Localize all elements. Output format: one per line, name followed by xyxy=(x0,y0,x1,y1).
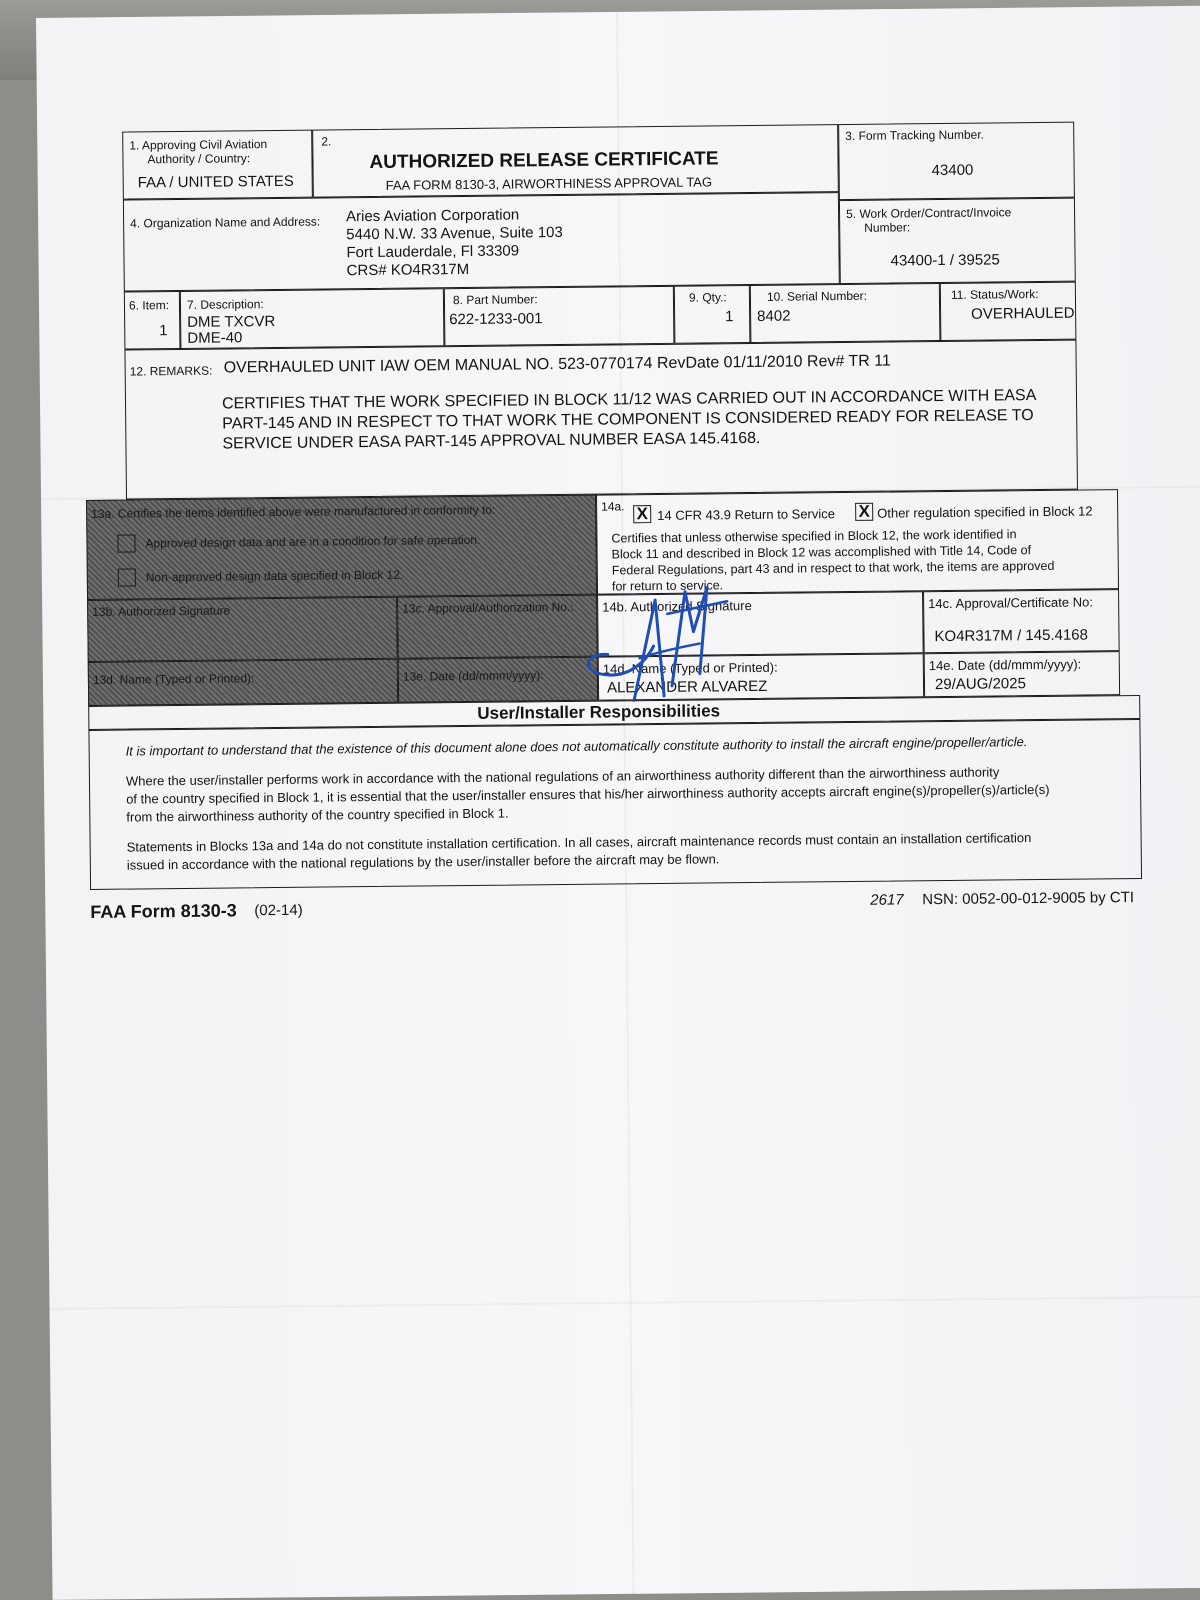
certification-line-3: SERVICE UNDER EASA PART-145 APPROVAL NUMBER EASA 145.4168. xyxy=(222,429,761,453)
block-14a-text-2: Block 11 and described in Block 12 was accomplished with Title 14, Code of xyxy=(611,543,1032,562)
checkbox-13a-non-approved xyxy=(118,568,136,586)
block-14c xyxy=(923,589,1120,653)
form-tracking-number: 43400 xyxy=(931,161,974,180)
block-13a-option-2: Non-approved design data specified in Block 12. xyxy=(145,567,404,585)
block-13e-label: 13e. Date (dd/mmm/yyyy): xyxy=(402,668,544,684)
block-5-label-2: Number: xyxy=(864,220,911,235)
footer-form-revision: (02-14) xyxy=(254,901,303,920)
responsibilities-paragraph-2a: Where the user/installer performs work in accordance with the national regulations of an airworthiness authority different than the airworthiness authority xyxy=(125,764,1000,789)
org-name: Aries Aviation Corporation xyxy=(345,206,520,226)
responsibilities-paragraph-2c: from the airworthiness authority of the country specified in Block 1. xyxy=(126,805,509,825)
part-number-value: 622-1233-001 xyxy=(449,310,543,329)
footer-form-name: FAA Form 8130-3 xyxy=(90,900,237,922)
form-subtitle: FAA FORM 8130-3, AIRWORTHINESS APPROVAL TAG xyxy=(385,174,713,193)
org-address-1: 5440 N.W. 33 Avenue, Suite 103 xyxy=(346,223,563,244)
form-title: AUTHORIZED RELEASE CERTIFICATE xyxy=(369,148,719,173)
block-14a-text-1: Certifies that unless otherwise specified in Block 12, the work identified in xyxy=(611,527,1017,546)
org-address-2: Fort Lauderdale, Fl 33309 xyxy=(346,242,520,262)
certification-line-1: CERTIFIES THAT THE WORK SPECIFIED IN BLOCK 11/12 WAS CARRIED OUT IN ACCORDANCE WITH EASA xyxy=(221,387,1037,413)
responsibilities-paragraph-3b: issued in accordance with the national regulations by the user/installer before the aircraft may be flown. xyxy=(126,851,720,873)
block-3 xyxy=(838,122,1075,200)
block-4 xyxy=(123,192,840,291)
block-1-label-2: Authority / Country: xyxy=(147,151,251,167)
approving-authority-value: FAA / UNITED STATES xyxy=(137,172,294,192)
serial-number-header: 10. Serial Number: xyxy=(766,288,868,304)
work-order-number: 43400-1 / 39525 xyxy=(890,251,1000,270)
block-14e xyxy=(924,651,1120,697)
block-13b xyxy=(87,597,398,662)
serial-number-value: 8402 xyxy=(757,307,791,325)
description-value-1: DME TXCVR xyxy=(187,312,276,331)
block-13b-label: 13b. Authorized Signature xyxy=(92,603,231,619)
block-14a-label: 14a. xyxy=(601,499,625,514)
authorized-name: ALEXANDER ALVAREZ xyxy=(606,677,768,697)
checkbox-13a-approved xyxy=(117,534,135,552)
block-14e-label: 14e. Date (dd/mmm/yyyy): xyxy=(928,656,1082,674)
responsibilities-body xyxy=(88,719,1142,890)
block-13a-label: 13a. Certifies the items identified above were manufactured in conformity to: xyxy=(91,502,496,521)
block-14b-label: 14b. Authorized Signature xyxy=(602,598,752,615)
block-11 xyxy=(940,282,1077,341)
status-header: 11. Status/Work: xyxy=(950,286,1039,302)
item-header: 6. Item: xyxy=(128,298,170,313)
responsibilities-paragraph-3a: Statements in Blocks 13a and 14a do not constitute installation certification. In all cases, aircraft maintenance records must contain an installation certification xyxy=(126,830,1032,855)
remarks-value: OVERHAULED UNIT IAW OEM MANUAL NO. 523-0770174 RevDate 01/11/2010 Rev# TR 11 xyxy=(223,352,891,377)
remarks-label: 12. REMARKS: xyxy=(129,363,213,379)
block-2 xyxy=(312,124,839,198)
item-value: 1 xyxy=(159,322,168,340)
block-9 xyxy=(674,285,751,344)
block-4-label: 4. Organization Name and Address: xyxy=(130,214,321,231)
block-1-label: 1. Approving Civil Aviation xyxy=(129,137,268,153)
checkbox-14a-other-regulation: X xyxy=(855,503,873,521)
release-date: 29/AUG/2025 xyxy=(934,675,1026,694)
block-13d-label: 13d. Name (Typed or Printed): xyxy=(92,671,255,687)
block-13a-option-1: Approved design data and are in a condition for safe operation. xyxy=(145,532,481,551)
footer-form-number: 2617 xyxy=(870,891,904,909)
part-number-header: 8. Part Number: xyxy=(452,292,538,308)
block-5-label: 5. Work Order/Contract/Invoice xyxy=(845,205,1012,222)
block-13d xyxy=(88,659,398,706)
block-13a xyxy=(86,495,597,600)
org-crs: CRS# KO4R317M xyxy=(346,260,470,280)
block-6 xyxy=(124,291,181,350)
block-1 xyxy=(122,130,313,200)
block-14a-option-1: 14 CFR 43.9 Return to Service xyxy=(657,506,836,523)
certification-line-2: PART-145 AND IN RESPECT TO THAT WORK THE COMPONENT IS CONSIDERED READY FOR RELEASE TO xyxy=(222,407,1034,433)
block-5 xyxy=(839,198,1076,284)
block-7 xyxy=(180,288,445,349)
responsibilities-paragraph-2b: of the country specified in Block 1, it is essential that the user/installer ensures that his/her airworthiness authority accepts aircraft engine(s)/propeller(s)/article(s) xyxy=(126,781,1050,807)
authorized-release-certificate xyxy=(82,105,1142,922)
footer-nsn: NSN: 0052-00-012-9005 by CTI xyxy=(922,889,1135,909)
fold-line-horizontal-lower xyxy=(50,1296,1200,1310)
block-10 xyxy=(750,283,941,343)
block-14c-label: 14c. Approval/Certificate No: xyxy=(928,594,1093,612)
block-3-label: 3. Form Tracking Number. xyxy=(845,127,985,144)
handwritten-signature xyxy=(567,561,759,713)
block-14a-text-4: for return to service. xyxy=(611,578,724,594)
responsibilities-paragraph-1: It is important to understand that the existence of this document alone does not automatically constitute authority to install the aircraft engine/propeller/article. xyxy=(125,734,1028,759)
description-value-2: DME-40 xyxy=(187,329,243,347)
block-13c-label: 13c. Approval/Authorization No.: xyxy=(402,599,574,616)
block-8 xyxy=(444,286,675,346)
qty-value: 1 xyxy=(725,308,734,326)
block-2-label: 2. xyxy=(321,134,332,149)
description-header: 7. Description: xyxy=(186,297,264,312)
checkbox-14a-return-to-service: X xyxy=(633,505,651,523)
qty-header: 9. Qty.: xyxy=(688,290,727,305)
block-14a-option-2: Other regulation specified in Block 12 xyxy=(877,503,1093,521)
responsibilities-heading: User/Installer Responsibilities xyxy=(477,701,721,723)
block-14d-label: 14d. Name (Typed or Printed): xyxy=(602,659,778,677)
block-14a-text-3: Federal Regulations, part 43 and in respect to that work, the items are approved xyxy=(611,558,1055,578)
block-12-remarks xyxy=(124,340,1078,500)
approval-certificate-number: KO4R317M / 145.4168 xyxy=(934,626,1089,646)
status-value: OVERHAULED xyxy=(971,304,1075,323)
